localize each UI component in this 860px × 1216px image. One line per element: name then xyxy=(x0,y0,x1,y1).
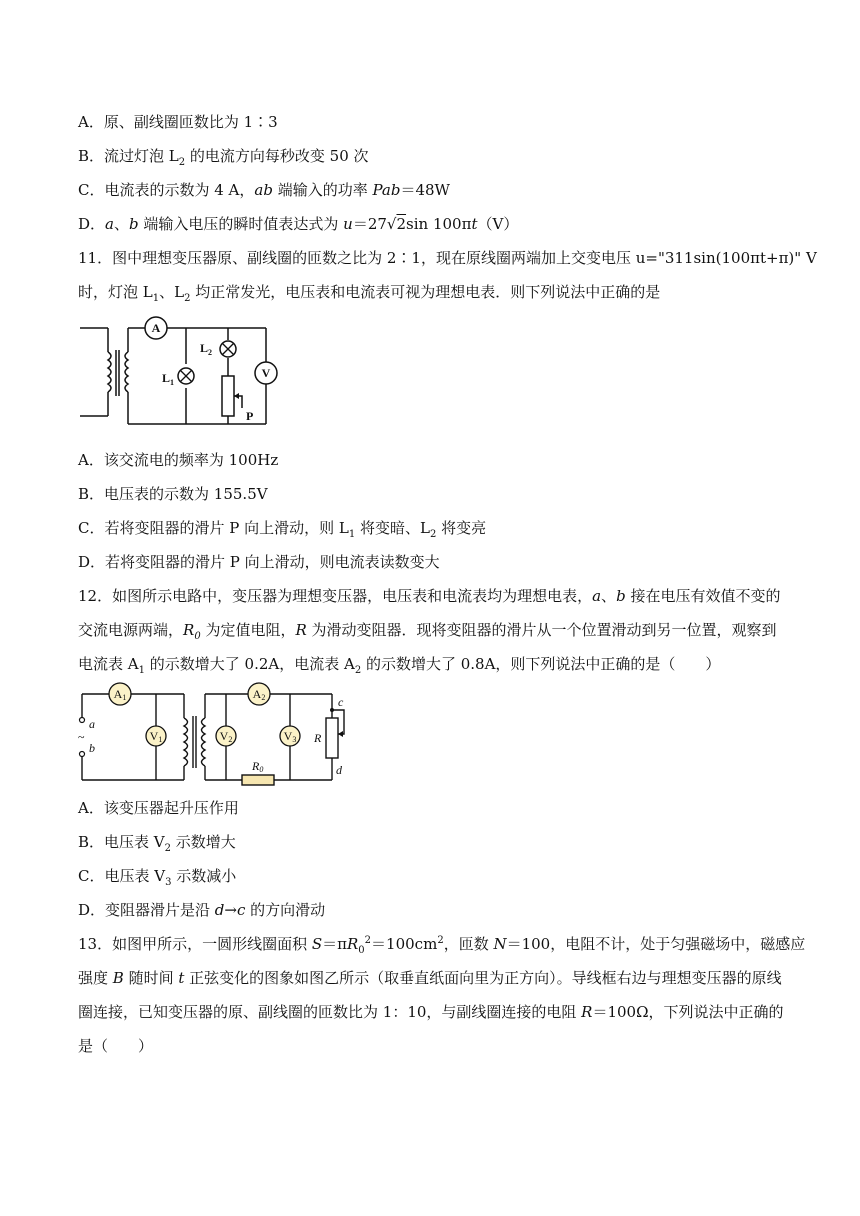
q10-option-d: D．a、b 端输入电压的瞬时值表达式为 u＝27√2sin 100πt（V） xyxy=(78,215,519,233)
q11-stem-line1: 11．图中理想变压器原、副线圈的匝数之比为 2∶1，现在原线圈两端加上交变电压 u="311sin(100πt+π)" V xyxy=(78,249,817,267)
q11-primary-coil xyxy=(108,352,111,392)
q12-option-a: A．该变压器起升压作用 xyxy=(78,799,239,817)
q12-terminal-a: a xyxy=(89,717,95,731)
q12-stem-line1: 12．如图所示电路中，变压器为理想变压器，电压表和电流表均为理想电表，a、b 接在电压有效值不变的 xyxy=(78,587,781,605)
q13-stem-line4: 是（ ） xyxy=(78,1037,154,1055)
q12-stem-line3: 电流表 $A_1$ 的示数增大了 0.2A，电流表 $A_2$ 的示数增大了 0.8A，则下列说法中正确的是（ ） xyxy=(78,655,721,676)
q11-ammeter-label: A xyxy=(151,321,161,335)
q12-primary-coil xyxy=(184,718,188,766)
q12-resistor-r0 xyxy=(242,775,274,785)
q11-voltmeter-label: V xyxy=(261,366,271,380)
q12-rheostat xyxy=(326,718,338,758)
q11-option-d: D．若将变阻器的滑片 P 向上滑动，则电流表读数变大 xyxy=(78,553,440,571)
q12-option-b: B．电压表 $V_2$ 示数增大 xyxy=(78,833,236,854)
q12-a1-label: A1 xyxy=(113,687,127,702)
q12-v1-label: V1 xyxy=(149,729,163,744)
q11-stem-line2: 时，灯泡 $L_1$、$L_2$ 均正常发光，电压表和电流表可视为理想电表．则下列说法中正确的是 xyxy=(78,283,661,304)
q12-stem-line2: 交流电源两端，$R_0$ 为定值电阻，R 为滑动变阻器．现将变阻器的滑片从一个位置滑动到另一位置，观察到 xyxy=(78,621,777,642)
q11-circuit-diagram xyxy=(76,312,286,436)
q10-option-b: B．流过灯泡 $L_2$ 的电流方向每秒改变 50 次 xyxy=(78,147,369,168)
q13-stem-line2: 强度 B 随时间 t 正弦变化的图象如图乙所示（取垂直纸面向里为正方向）。导线框右边与理想变压器的原线 xyxy=(78,969,782,987)
q10-option-a: A．原、副线圈匝数比为 1∶3 xyxy=(78,113,278,131)
q12-v3-label: V3 xyxy=(283,729,297,744)
q11-lamp2-label: $L_2$ xyxy=(200,341,213,357)
q12-c-label: c xyxy=(338,695,344,709)
q12-circuit-diagram xyxy=(76,682,366,792)
q11-slider-label: P xyxy=(246,409,254,423)
q12-v2-label: V2 xyxy=(219,729,233,744)
q11-lamp1-label: $L_1$ xyxy=(162,371,175,387)
q13-stem-line3: 圈连接，已知变压器的原、副线圈的匝数比为 1：10，与副线圈连接的电阻 R＝100Ω，下列说法中正确的 xyxy=(78,1003,784,1021)
q10-option-c: C．电流表的示数为 4 A，ab 端输入的功率 Pab＝48W xyxy=(78,181,450,199)
q11-option-c: C．若将变阻器的滑片 P 向上滑动，则 $L_1$ 将变暗、$L_2$ 将变亮 xyxy=(78,519,487,540)
q12-terminal-b: b xyxy=(89,741,95,755)
q12-ac-source-symbol: ~ xyxy=(78,730,85,744)
q13-stem-line1: 13．如图甲所示，一圆形线圈面积 $S=\pi R_0^2=100cm^2$，匝数 N＝100，电阻不计，处于匀强磁场中，磁感应 xyxy=(78,935,806,956)
q12-a2-label: A2 xyxy=(252,687,266,702)
q11-rheostat xyxy=(222,376,234,416)
q11-secondary-coil xyxy=(125,352,128,392)
q12-r0-label: R0 xyxy=(252,759,264,774)
q12-d-label: d xyxy=(336,763,342,777)
q12-option-c: C．电压表 $V_3$ 示数减小 xyxy=(78,867,237,888)
q12-option-d: D．变阻器滑片是沿 d→c 的方向滑动 xyxy=(78,901,326,919)
q11-option-b: B．电压表的示数为 155.5V xyxy=(78,485,268,503)
q12-secondary-coil xyxy=(202,718,206,766)
q12-r-label: R xyxy=(314,731,322,745)
q11-option-a: A．该交流电的频率为 100Hz xyxy=(78,451,279,469)
